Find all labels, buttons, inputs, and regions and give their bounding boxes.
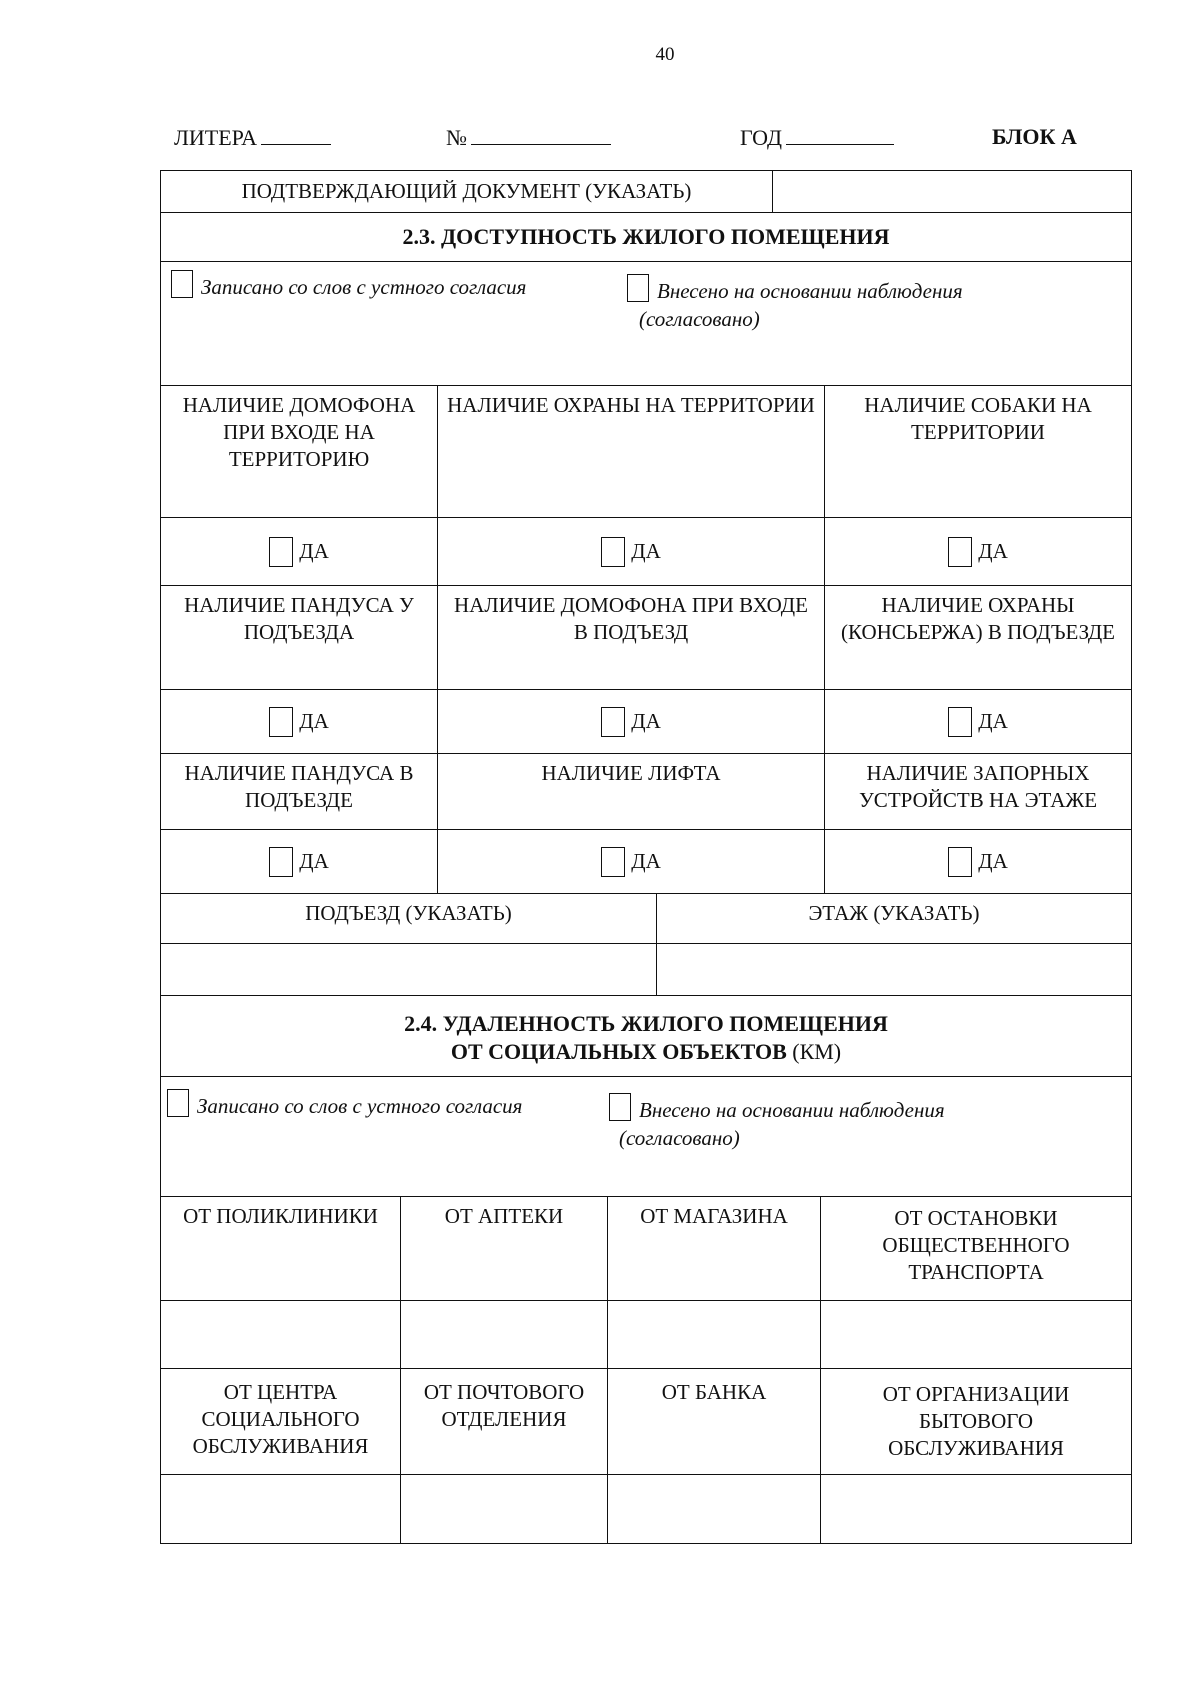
yes-option[interactable] (438, 830, 825, 893)
number-label: № (446, 125, 467, 150)
section-24-consent (161, 1077, 1131, 1196)
yes-option[interactable] (161, 830, 438, 893)
litera-label: ЛИТЕРА (174, 125, 257, 150)
checkbox-icon[interactable] (269, 847, 293, 877)
yes-label: ДА (631, 539, 661, 563)
consent-observed-label: Внесено на основании наблюдения (639, 1098, 945, 1122)
confirming-document-input[interactable] (773, 171, 1131, 212)
year-field[interactable] (740, 124, 894, 151)
yes-option[interactable] (438, 690, 825, 753)
yes-option[interactable] (825, 690, 1131, 753)
accessibility-yes-row-2 (161, 690, 1131, 754)
accessibility-form (160, 170, 1132, 1544)
yes-label: ДА (299, 849, 329, 873)
distance-input[interactable] (821, 1475, 1131, 1543)
checkbox-icon[interactable] (948, 847, 972, 877)
accessibility-labels-row-1 (161, 386, 1131, 518)
cell-from-bank: ОТ БАНКА (608, 1369, 821, 1474)
cell-from-clinic: ОТ ПОЛИКЛИНИКИ (161, 1197, 401, 1300)
section-23-title-row (161, 213, 1131, 262)
distance-input[interactable] (608, 1301, 821, 1368)
section-24-title-text: ОТ СОЦИАЛЬНЫХ ОБЪЕКТОВ (450, 1039, 787, 1064)
checkbox-icon[interactable] (601, 707, 625, 737)
distance-input-row-1 (161, 1301, 1131, 1369)
yes-label: ДА (978, 709, 1008, 733)
cell-concierge-entrance: НАЛИЧИЕ ОХРАНЫ (КОНСЬЕРЖА) В ПОДЪЕЗДЕ (840, 593, 1116, 644)
year-blank[interactable] (786, 124, 894, 145)
entrance-floor-input-row (161, 944, 1131, 996)
accessibility-labels-row-3 (161, 754, 1131, 830)
checkbox-icon[interactable] (609, 1093, 631, 1121)
section-24-title-line-1: 2.4. УДАЛЕННОСТЬ ЖИЛОГО ПОМЕЩЕНИЯ (404, 1011, 888, 1036)
confirming-document-row (161, 171, 1131, 213)
yes-option[interactable] (161, 690, 438, 753)
checkbox-icon[interactable] (601, 537, 625, 567)
checkbox-icon[interactable] (627, 274, 649, 302)
confirming-document-label: ПОДТВЕРЖДАЮЩИЙ ДОКУМЕНТ (УКАЗАТЬ) (161, 171, 773, 212)
yes-option[interactable] (438, 518, 825, 585)
cell-from-household-services: ОТ ОРГАНИЗАЦИИ БЫТОВОГО ОБСЛУЖИВАНИЯ (882, 1382, 1070, 1460)
checkbox-icon[interactable] (269, 707, 293, 737)
section-24-title (161, 996, 1131, 1076)
yes-label: ДА (631, 709, 661, 733)
yes-label: ДА (299, 539, 329, 563)
cell-intercom-entrance: НАЛИЧИЕ ДОМОФОНА ПРИ ВХОДЕ В ПОДЪЕЗД (438, 586, 825, 689)
consent-observed-note: (согласовано) (619, 1126, 740, 1150)
consent-verbal-label: Записано со слов с устного согласия (197, 1094, 523, 1118)
year-label: ГОД (740, 125, 782, 150)
yes-option[interactable] (161, 518, 438, 585)
litera-field[interactable] (174, 124, 331, 151)
consent-observed-label: Внесено на основании наблюдения (657, 279, 963, 303)
yes-option[interactable] (825, 830, 1131, 893)
cell-floor-locks: НАЛИЧИЕ ЗАПОРНЫХ УСТРОЙСТВ НА ЭТАЖЕ (858, 761, 1098, 812)
checkbox-icon[interactable] (269, 537, 293, 567)
section-24-consent-verbal[interactable] (167, 1089, 522, 1121)
accessibility-yes-row-3 (161, 830, 1131, 894)
cell-intercom-territory: НАЛИЧИЕ ДОМОФОНА ПРИ ВХОДЕ НА ТЕРРИТОРИЮ (161, 386, 438, 517)
distance-input[interactable] (821, 1301, 1131, 1368)
distance-input[interactable] (401, 1475, 608, 1543)
cell-ramp-at-entrance: НАЛИЧИЕ ПАНДУСА У ПОДЪЕЗДА (161, 586, 438, 689)
cell-security-territory: НАЛИЧИЕ ОХРАНЫ НА ТЕРРИТОРИИ (438, 386, 825, 517)
form-header (174, 124, 1092, 156)
entrance-floor-label-row (161, 894, 1131, 944)
cell-from-transport-stop: ОТ ОСТАНОВКИ ОБЩЕСТВЕННОГО ТРАНСПОРТА (882, 1206, 1070, 1284)
cell-from-social-center: ОТ ЦЕНТРА СОЦИАЛЬНОГО ОБСЛУЖИВАНИЯ (161, 1369, 401, 1474)
section-23-consent-observed[interactable] (627, 274, 963, 306)
distance-labels-row-2 (161, 1369, 1131, 1475)
entrance-input[interactable] (161, 944, 657, 995)
floor-input[interactable] (657, 944, 1131, 995)
checkbox-icon[interactable] (948, 537, 972, 567)
accessibility-labels-row-2 (161, 586, 1131, 690)
cell-from-post-office: ОТ ПОЧТОВОГО ОТДЕЛЕНИЯ (401, 1369, 608, 1474)
floor-label: ЭТАЖ (УКАЗАТЬ) (808, 901, 980, 925)
section-24-title-line-2 (161, 1038, 1131, 1066)
checkbox-icon[interactable] (171, 270, 193, 298)
section-24-title-unit: (КМ) (792, 1039, 842, 1064)
cell-elevator: НАЛИЧИЕ ЛИФТА (438, 754, 825, 829)
yes-label: ДА (631, 849, 661, 873)
yes-label: ДА (978, 849, 1008, 873)
yes-label: ДА (978, 539, 1008, 563)
accessibility-yes-row-1 (161, 518, 1131, 586)
cell-ramp-in-entrance: НАЛИЧИЕ ПАНДУСА В ПОДЪЕЗДЕ (161, 754, 438, 829)
distance-labels-row-1 (161, 1197, 1131, 1301)
page-number: 40 (655, 44, 675, 65)
number-field[interactable] (446, 124, 611, 151)
consent-verbal-label: Записано со слов с устного согласия (201, 275, 527, 299)
distance-input[interactable] (401, 1301, 608, 1368)
section-24-consent-observed[interactable] (609, 1093, 945, 1125)
block-label: БЛОК А (992, 124, 1077, 149)
section-23-title: 2.3. ДОСТУПНОСТЬ ЖИЛОГО ПОМЕЩЕНИЯ (402, 224, 890, 249)
consent-observed-note: (согласовано) (639, 307, 760, 331)
section-24-consent-row (161, 1077, 1131, 1197)
section-23-consent-verbal[interactable] (171, 270, 526, 302)
yes-label: ДА (299, 709, 329, 733)
cell-dog-territory: НАЛИЧИЕ СОБАКИ НА ТЕРРИТОРИИ (864, 393, 1092, 444)
distance-input[interactable] (608, 1475, 821, 1543)
section-23-consent (161, 262, 1131, 385)
section-23-consent-row (161, 262, 1131, 386)
checkbox-icon[interactable] (167, 1089, 189, 1117)
cell-from-pharmacy: ОТ АПТЕКИ (401, 1197, 608, 1300)
cell-from-store: ОТ МАГАЗИНА (608, 1197, 821, 1300)
distance-input-row-2 (161, 1475, 1131, 1543)
checkbox-icon[interactable] (601, 847, 625, 877)
entrance-label: ПОДЪЕЗД (УКАЗАТЬ) (161, 894, 657, 943)
yes-option[interactable] (825, 518, 1131, 585)
section-24-title-row (161, 996, 1131, 1077)
number-blank[interactable] (471, 124, 611, 145)
distance-input[interactable] (161, 1301, 401, 1368)
distance-input[interactable] (161, 1475, 401, 1543)
litera-blank[interactable] (261, 124, 331, 145)
checkbox-icon[interactable] (948, 707, 972, 737)
